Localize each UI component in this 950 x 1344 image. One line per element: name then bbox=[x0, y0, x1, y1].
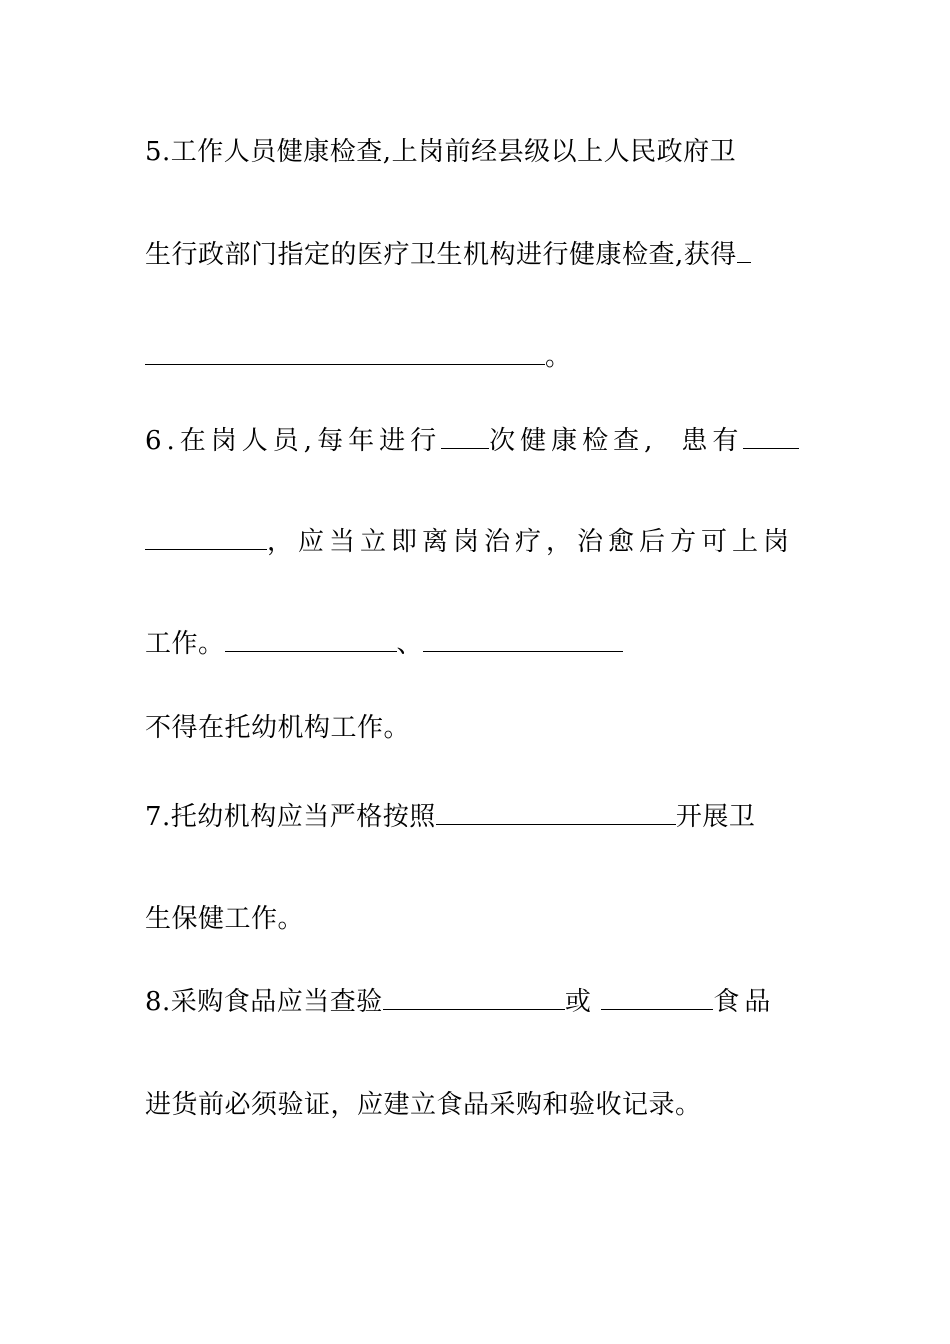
q5-line-1 bbox=[145, 135, 736, 169]
q7-line-2 bbox=[145, 902, 304, 936]
q5-text-1: 5.工作人员健康检查,上岗前经县级以上人民政府卫 bbox=[145, 137, 737, 167]
q6-line-2 bbox=[145, 525, 794, 559]
q5-blank-start[interactable] bbox=[737, 238, 751, 263]
q6-blank-exclude-2[interactable] bbox=[423, 627, 623, 652]
q5-blank-answer[interactable] bbox=[145, 340, 545, 365]
q8-text-1b: 或 bbox=[564, 987, 592, 1017]
q6-text-4: 不得在托幼机构工作。 bbox=[145, 713, 411, 743]
q7-text-1a: 7.托幼机构应当严格按照 bbox=[145, 802, 436, 832]
q6-text-2b: ，应当立即离岗治疗，治愈后方可上岗 bbox=[267, 527, 795, 557]
q5-text-end: 。 bbox=[545, 342, 572, 372]
q6-blank-disease-start[interactable] bbox=[743, 424, 799, 449]
q8-text-1a: 8.采购食品应当查验 bbox=[145, 987, 383, 1017]
q7-line-1 bbox=[145, 800, 755, 834]
q6-blank-disease[interactable] bbox=[145, 525, 267, 550]
q5-line-2 bbox=[145, 238, 751, 272]
q8-line-1 bbox=[145, 985, 775, 1019]
q6-line-4 bbox=[145, 711, 410, 745]
q6-line-1 bbox=[145, 424, 799, 458]
q6-text-sep: 、 bbox=[396, 629, 424, 659]
q6-text-1a: 6.在岗人员,每年进行 bbox=[145, 426, 442, 456]
q8-line-2 bbox=[145, 1088, 702, 1122]
q8-text-2: 进货前必须验证，应建立食品采购和验收记录。 bbox=[145, 1090, 702, 1120]
q6-text-3a: 工作。 bbox=[145, 629, 225, 659]
q6-blank-exclude-1[interactable] bbox=[225, 627, 397, 652]
q8-blank-cert-2[interactable] bbox=[601, 985, 713, 1010]
q5-line-3 bbox=[145, 340, 572, 374]
q7-blank-standard[interactable] bbox=[436, 800, 676, 825]
q6-line-3 bbox=[145, 627, 623, 661]
q7-text-2: 生保健工作。 bbox=[145, 904, 305, 934]
q8-blank-cert-1[interactable] bbox=[383, 985, 565, 1010]
q6-text-1c: 患有 bbox=[681, 426, 744, 456]
q7-text-1b: 开展卫 bbox=[675, 802, 756, 832]
q6-blank-count[interactable] bbox=[441, 424, 489, 449]
q6-text-1b: 次健康检查, bbox=[489, 426, 658, 456]
q5-text-2: 生行政部门指定的医疗卫生机构进行健康检查,获得 bbox=[145, 240, 737, 270]
q8-text-1c: 食品 bbox=[713, 987, 776, 1017]
